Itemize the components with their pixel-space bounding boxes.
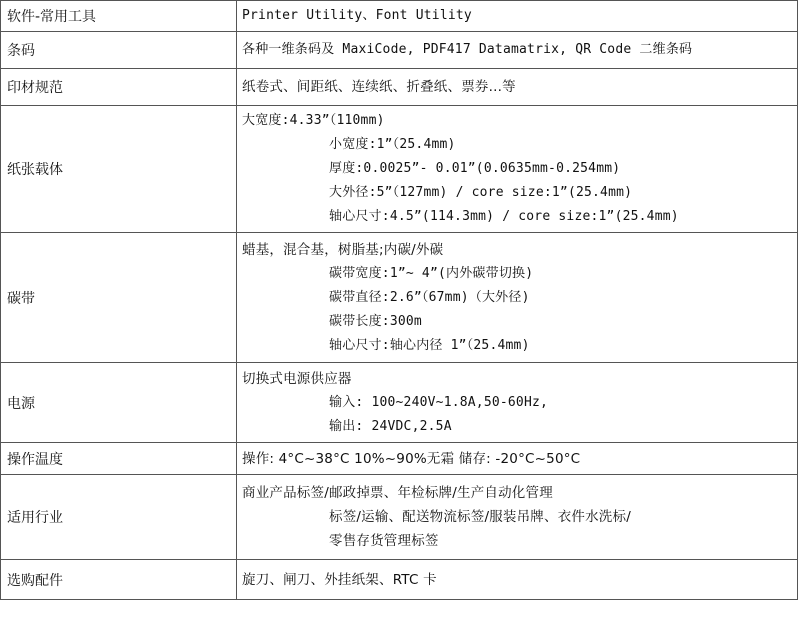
row-value	[237, 233, 798, 363]
value-line: 标签/运输、配送物流标签/服装吊牌、衣件水洗标/	[329, 509, 631, 525]
row-label: 条码	[1, 32, 237, 69]
row-value	[237, 32, 798, 69]
table-row	[1, 443, 798, 475]
value-line: 输出: 24VDC,2.5A	[329, 418, 452, 434]
row-label: 电源	[1, 363, 237, 443]
row-value	[237, 1, 798, 32]
table-row	[1, 69, 798, 106]
value-line: 厚度:0.0025”- 0.01”(0.0635mm-0.254mm)	[329, 161, 621, 176]
value-line: 零售存货管理标签	[329, 533, 439, 549]
table-row	[1, 475, 798, 560]
table-row	[1, 1, 798, 32]
table-row	[1, 106, 798, 233]
value-line: 小宽度:1”（25.4mm)	[329, 137, 456, 152]
row-label: 选购配件	[1, 560, 237, 600]
row-value	[237, 69, 798, 106]
value-line: 操作: 4°C~38°C 10%~90%无霜 储存: -20°C~50°C	[242, 450, 581, 467]
value-line: 蜡基，混合基，树脂基;内碳/外碳	[242, 241, 444, 258]
row-value	[237, 443, 798, 475]
value-line: Printer Utility、Font Utility	[242, 8, 472, 23]
row-value	[237, 363, 798, 443]
row-value	[237, 475, 798, 560]
value-line: 碳带长度:300m	[329, 313, 422, 329]
table-row	[1, 560, 798, 600]
value-line: 输入: 100~240V~1.8A,50-60Hz,	[329, 394, 549, 410]
table-row	[1, 233, 798, 363]
row-label: 碳带	[1, 233, 237, 363]
value-line: 纸卷式、间距纸、连续纸、折叠纸、票券...等	[242, 79, 516, 95]
value-line: 商业产品标签/邮政掉票、年检标牌/生产自动化管理	[242, 485, 553, 501]
table-row	[1, 32, 798, 69]
value-line: 旋刀、闸刀、外挂纸架、RTC 卡	[242, 571, 437, 588]
row-value	[237, 106, 798, 233]
row-label: 操作温度	[1, 443, 237, 475]
value-line: 各种一维条码及 MaxiCode, PDF417 Datamatrix, QR Code 二维条码	[242, 42, 693, 57]
value-line: 切换式电源供应器	[242, 370, 352, 387]
row-label: 软件-常用工具	[1, 1, 237, 32]
value-line: 大外径:5”（127mm) / core size:1”(25.4mm)	[329, 185, 633, 200]
value-line: 轴心尺寸:4.5”(114.3mm) / core size:1”(25.4mm)	[329, 209, 679, 224]
value-line: 碳带直径:2.6”（67mm)（大外径)	[329, 289, 530, 305]
table-row	[1, 363, 798, 443]
value-line: 轴心尺寸:轴心内径 1”（25.4mm)	[329, 337, 530, 353]
row-label: 适用行业	[1, 475, 237, 560]
row-label: 纸张载体	[1, 106, 237, 233]
value-line: 大宽度:4.33”（110mm)	[242, 113, 385, 128]
row-label: 印材规范	[1, 69, 237, 106]
row-value	[237, 560, 798, 600]
value-line: 碳带宽度:1”~ 4”(内外碳带切换)	[329, 265, 534, 281]
